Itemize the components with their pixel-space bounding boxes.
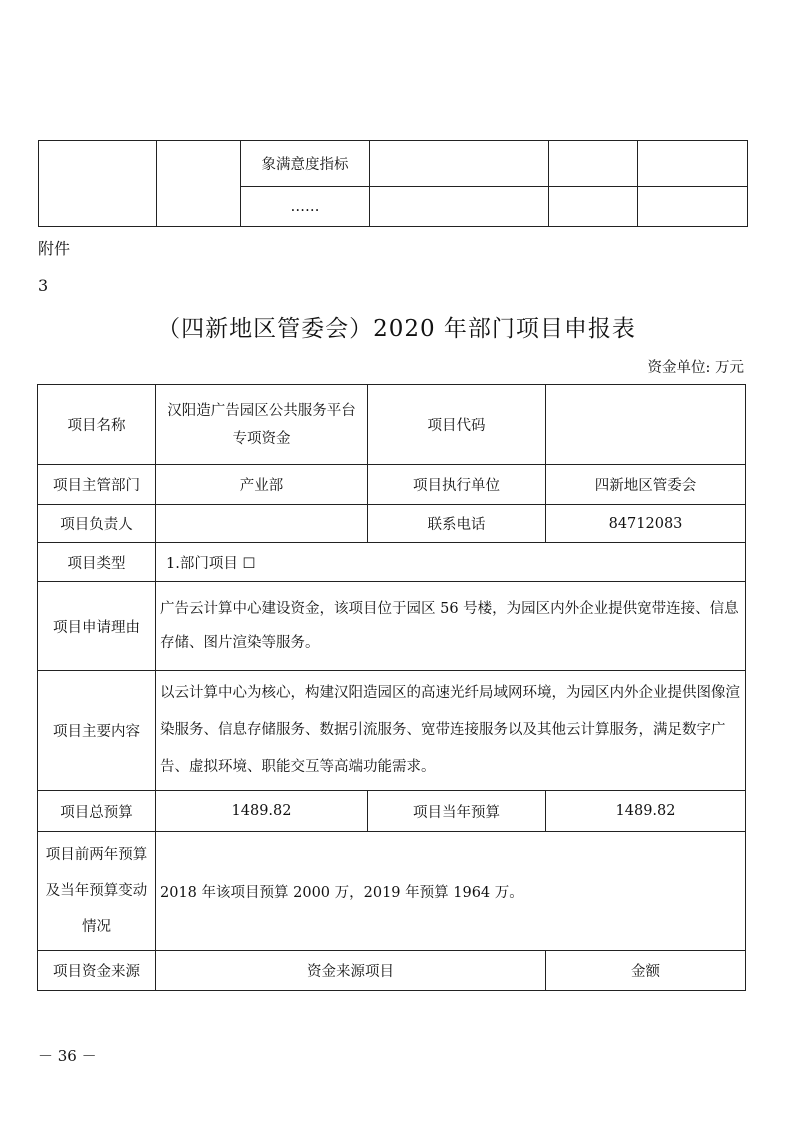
empty-cell [549,187,638,227]
phone-value: 84712083 [546,505,746,543]
owner-label: 项目负责人 [38,505,156,543]
budget-change-label [38,832,156,951]
project-code-label: 项目代码 [368,385,546,465]
amount-header: 金额 [546,951,746,991]
document-title: （四新地区管委会）2020 年部门项目申报表 [157,316,636,342]
total-budget-value: 1489.82 [156,791,368,832]
content-label: 项目主要内容 [38,671,156,791]
year-budget-label: 项目当年预算 [368,791,546,832]
budget-change-label-line: 项目前两年预算 [45,847,148,863]
project-type-text: 1.部门项目 [166,555,238,572]
empty-cell [157,141,241,227]
empty-cell [370,187,549,227]
reason-text: 广告云计算中心建设资金，该项目位于园区 56 号楼，为园区内外企业提供宽带连接、信息存储、图片渲染等服务。 [156,582,746,671]
empty-cell [549,141,638,187]
department-value: 产业部 [156,465,368,505]
indicator-ellipsis-cell: …… [241,187,370,227]
budget-change-label-line: 及当年预算变动 [45,883,148,899]
empty-cell [370,141,549,187]
total-budget-label: 项目总预算 [38,791,156,832]
content-text: 以云计算中心为核心，构建汉阳造园区的高速光纤局域网环境，为园区内外企业提供图像渲染服务、信息存储服务、数据引流服务、宽带连接服务以及其他云计算服务，满足数字广告、虚拟环境、职能交互等高端功能需求。 [156,671,746,791]
fund-source-label: 项目资金来源 [38,951,156,991]
currency-unit-label: 资金单位: 万元 [647,360,744,376]
reason-label: 项目申请理由 [38,582,156,671]
project-code-value [546,385,746,465]
budget-change-text: 2018 年该项目预算 2000 万，2019 年预算 1964 万。 [156,832,746,951]
project-name-label: 项目名称 [38,385,156,465]
checkbox-icon[interactable]: ☐ [242,555,256,572]
project-type-value [156,543,746,582]
phone-label: 联系电话 [368,505,546,543]
fund-source-project-header: 资金来源项目 [156,951,546,991]
attachment-number: 3 [38,276,49,295]
indicator-table-continuation [38,140,748,227]
project-name-line: 专项资金 [232,430,291,447]
project-name-line: 汉阳造广告园区公共服务平台 [167,402,356,419]
empty-cell [638,141,748,187]
empty-cell [39,141,157,227]
attachment-label: 附件 [38,239,71,258]
project-type-label: 项目类型 [38,543,156,582]
indicator-name-cell: 象满意度指标 [241,141,370,187]
empty-cell [638,187,748,227]
department-label: 项目主管部门 [38,465,156,505]
exec-unit-label: 项目执行单位 [368,465,546,505]
owner-value [156,505,368,543]
project-application-form [37,384,746,991]
page-number: － 36 － [38,1047,97,1065]
exec-unit-value: 四新地区管委会 [546,465,746,505]
budget-change-label-line: 情况 [82,919,111,935]
year-budget-value: 1489.82 [546,791,746,832]
project-name-value [156,385,368,465]
